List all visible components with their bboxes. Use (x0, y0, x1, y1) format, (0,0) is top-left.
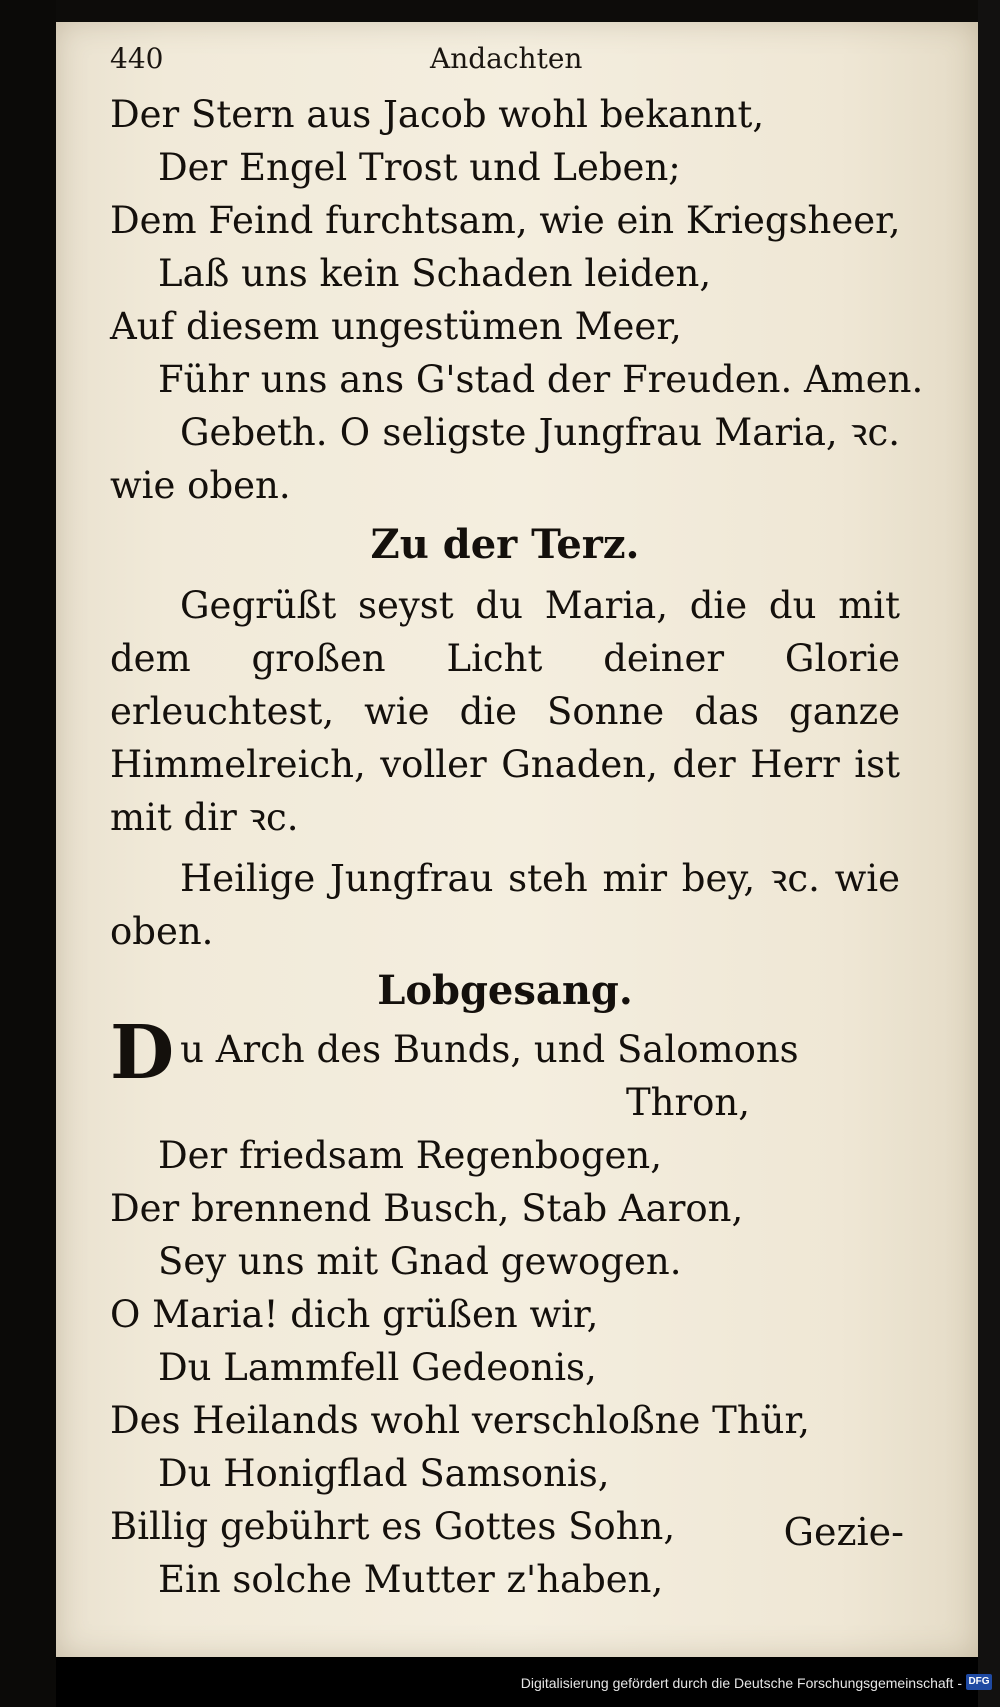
verse-line: Der Stern aus Jacob wohl bekannt, (110, 93, 765, 136)
page-header (110, 30, 900, 80)
verse-line: Ein solche Mutter z'haben, (158, 1558, 664, 1601)
scan-border-right (978, 0, 1000, 1707)
scan-border-left (0, 0, 56, 1707)
verse-line: Du Lammfell Gedeonis, (158, 1346, 597, 1389)
page-text (110, 88, 924, 1606)
verse-line: O Maria! dich grüßen wir, (110, 1293, 599, 1336)
catchword: Gezie- (783, 1510, 904, 1554)
verse-line: Auf diesem ungestümen Meer, (110, 305, 682, 348)
hymn-turnover: Thron, (625, 1081, 750, 1124)
drop-cap: D (110, 1010, 175, 1096)
funding-credit: Digitalisierung gefördert durch die Deutsche Forschungsgemeinschaft - (520, 1675, 962, 1691)
paragraph: Heilige Jungfrau steh mir bey, ꝛc. wie oben. (110, 857, 900, 953)
verse-line: Billig gebührt es Gottes Sohn, (110, 1505, 676, 1548)
running-head: Andachten (430, 42, 583, 75)
page-number: 440 (110, 42, 164, 75)
dfg-logo: DFG (966, 1674, 992, 1690)
verse-line: Laß uns kein Schaden leiden, (158, 252, 712, 295)
verse-line: Du Honigflad Samsonis, (158, 1452, 610, 1495)
verse-line: Der friedsam Regenbogen, (158, 1134, 662, 1177)
verse-line: Der Engel Trost und Leben; (158, 146, 681, 189)
section-heading-terz: Zu der Terz. (370, 521, 640, 568)
paragraph: Gegrüßt seyst du Maria, die du mit dem großen Licht deiner Glorie erleuchtest, wie die Sonne das ganze Himmelreich, voller Gnaden, der Herr ist mit dir ꝛc. (110, 584, 900, 839)
scan-border-top (0, 0, 1000, 22)
section-heading-lobgesang: Lobgesang. (377, 967, 633, 1014)
verse-line: Des Heilands wohl verschloßne Thür, (110, 1399, 810, 1442)
verse-line: Dem Feind furchtsam, wie ein Kriegsheer, (110, 199, 901, 242)
hymn-first-line (110, 1010, 900, 1096)
verse-line: Führ uns ans G'stad der Freuden. Amen. (158, 358, 924, 401)
hymn-first-line-text: u Arch des Bunds, und Salomons (180, 1028, 799, 1071)
digitization-footer (0, 1657, 1000, 1707)
verse-line: Sey uns mit Gnad gewogen. (158, 1240, 682, 1283)
verse-line: Der brennend Busch, Stab Aaron, (110, 1187, 744, 1230)
prayer-rubric: Gebeth. O seligste Jungfrau Maria, ꝛc. wie oben. (110, 411, 900, 507)
